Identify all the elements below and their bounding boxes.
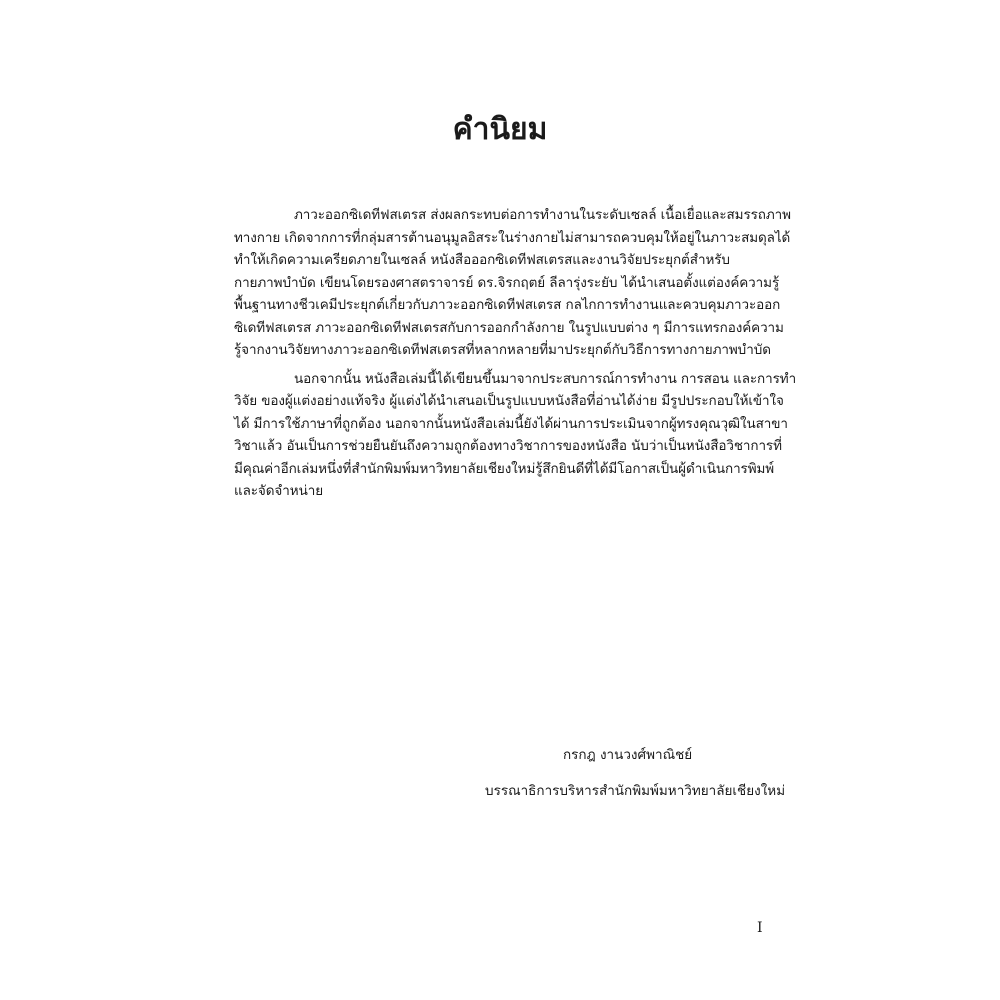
paragraph-line: มีคุณค่าอีกเล่มหนึ่งที่สำนักพิมพ์มหาวิทยาลัยเชียงใหม่รู้สึกยินดีที่ได้มีโอกาสเป็นผู้ดำเนินการพิมพ์: [234, 460, 775, 477]
paragraph-1: [234, 204, 794, 362]
paragraph-line: ทำให้เกิดความเครียดภายในเซลล์ หนังสือออกซิเดทีฟสเตรสและงานวิจัยประยุกต์สำหรับ: [234, 252, 730, 268]
paragraph-line: กายภาพบำบัด เขียนโดยรองศาสตราจารย์ ดร.จิรกฤตย์ ลีลารุ่งระยับ ได้นำเสนอตั้งแต่องค์ความรู้: [234, 274, 780, 291]
body-text: [234, 204, 797, 503]
paragraph-line: ทางกาย เกิดจากการที่กลุ่มสารต้านอนุมูลอิสระในร่างกายไม่สามารถควบคุมให้อยู่ในภาวะสมดุลได้: [234, 229, 791, 246]
signatory-name: กรกฎ งานวงศ์พาณิชย์: [563, 747, 693, 763]
paragraph-line: นอกจากนั้น หนังสือเล่มนี้ได้เขียนขึ้นมาจากประสบการณ์การทำงาน การสอน และการทำ: [294, 370, 797, 387]
page-number: I: [757, 920, 763, 936]
paragraph-line: ได้ มีการใช้ภาษาที่ถูกต้อง นอกจากนั้นหนังสือเล่มนี้ยังได้ผ่านการประเมินจากผู้ทรงคุณวุฒิในสาขา: [234, 415, 788, 432]
paragraph-line: และจัดจำหน่าย: [234, 483, 324, 499]
paragraph-line: พื้นฐานทางชีวเคมีประยุกต์เกี่ยวกับภาวะออกซิเดทีฟสเตรส กลไกการทำงานและควบคุมภาวะออก: [234, 297, 781, 313]
signatory-position: บรรณาธิการบริหารสำนักพิมพ์มหาวิทยาลัยเชียงใหม่: [485, 783, 786, 799]
page-title: คำนิยม: [452, 112, 548, 147]
paragraph-line: วิจัย ของผู้แต่งอย่างแท้จริง ผู้แต่งได้นำเสนอเป็นรูปแบบหนังสือที่อ่านได้ง่าย มีรูปประกอบให้เข้าใจ: [234, 393, 784, 409]
paragraph-2: [234, 368, 797, 503]
paragraph-line: รู้จากงานวิจัยทางภาวะออกซิเดทีฟสเตรสที่หลากหลายที่มาประยุกต์กับวิธีการทางกายภาพบำบัด: [234, 342, 771, 358]
signature-block: [485, 744, 885, 802]
paragraph-line: ภาวะออกซิเดทีฟสเตรส ส่งผลกระทบต่อการทำงานในระดับเซลล์ เนื้อเยื่อและสมรรถภาพ: [294, 207, 791, 223]
paragraph-line: ซิเดทีฟสเตรส ภาวะออกซิเดทีฟสเตรสกับการออกกำลังกาย ในรูปแบบต่าง ๆ มีการแทรกองค์ความ: [234, 319, 784, 336]
paragraph-line: วิชาแล้ว อันเป็นการช่วยยืนยันถึงความถูกต้องทางวิชาการของหนังสือ นับว่าเป็นหนังสือวิชาการที่: [234, 438, 782, 454]
